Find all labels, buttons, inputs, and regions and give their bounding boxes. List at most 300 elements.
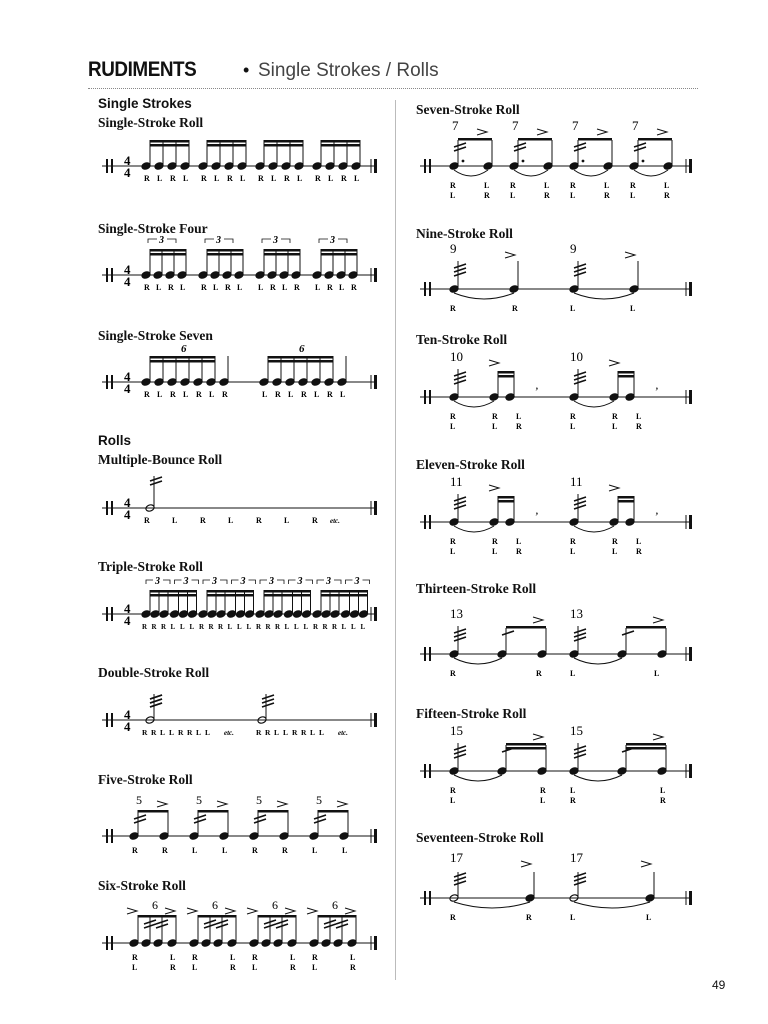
sticking-label-lower: L [312,963,318,972]
accent-mark [345,908,355,914]
tuplet-bracket [277,580,284,584]
sticking-label: R [142,623,148,631]
sticking-label: L [328,174,334,183]
notehead [201,939,211,948]
notehead [189,939,199,948]
notehead [284,610,294,619]
notehead [237,162,247,171]
sticking-label: R [170,390,176,399]
tremolo-slash [574,637,586,641]
notehead [311,378,321,387]
notehead [645,894,655,903]
dot [462,160,465,163]
example-title: Seventeen-Stroke Roll [416,830,544,845]
note-beam [150,360,215,363]
notehead [338,162,348,171]
sticking-label: L [170,623,176,631]
notehead [267,271,277,280]
tuplet-bracket [224,239,233,243]
tremolo-slash [574,754,586,758]
sticking-label: L [262,390,268,399]
sticking-label: R [132,846,138,855]
note-beam [506,743,546,746]
note-beam [618,371,634,374]
tuplet-number: 6 [212,898,218,912]
example-title: Thirteen-Stroke Roll [416,581,537,596]
tuplet-number: 3 [297,576,303,587]
clef-bar [111,607,113,621]
sticking-label: L [294,623,299,631]
note-beam [258,915,296,918]
tremolo-slash [262,695,274,699]
note-beam [138,810,168,813]
sticking-label: R [630,181,636,190]
note-beam [268,360,333,363]
accent-mark [597,129,607,135]
sticking-label: L [570,669,576,678]
notehead [180,378,190,387]
drum-staff [420,716,692,806]
sticking-label: R [570,537,576,546]
note-beam [258,810,288,813]
notehead [255,162,265,171]
tuplet-bracket [203,580,210,584]
example-title: Five-Stroke Roll [98,772,193,787]
time-signature-top: 4 [124,153,131,168]
sticking-label: L [180,623,185,631]
sticking-label: R [132,953,138,962]
tie-slur [454,658,502,664]
eighth-rest: ’ [654,384,658,398]
notehead [505,518,515,527]
note-beam [321,253,357,256]
note-beam [150,249,186,252]
notehead [625,393,635,402]
sticking-label-lower: L [450,191,456,200]
tremolo-slash [454,505,466,509]
notehead [255,610,265,619]
drum-staff [102,327,377,417]
tremolo-slash [514,143,526,147]
sticking-label: L [314,390,320,399]
notehead [569,285,579,294]
sticking-label: L [339,283,345,292]
sticking-label: L [222,846,228,855]
notehead [211,162,221,171]
tremolo-slash [150,699,162,703]
tie-slur [574,170,608,176]
note-beam [198,810,228,813]
sticking-label: L [297,174,303,183]
sticking-label: L [664,181,670,190]
sticking-label: R [322,623,328,631]
sticking-label: L [227,623,233,631]
note-beam [498,496,514,499]
clef-bar [106,159,108,173]
notehead [629,162,639,171]
clef-bar [424,159,426,173]
tremolo-slash [134,815,146,819]
note-beam [207,249,243,252]
example-title: Double-Stroke Roll [98,665,210,680]
notehead [279,832,289,841]
tremolo-slash [150,481,162,485]
notehead [234,271,244,280]
tie-slur [574,658,622,664]
notehead [219,378,229,387]
sticking-label: L [654,669,660,678]
etc-label: etc. [330,517,340,525]
clef-bar [429,515,431,529]
note-beam [264,249,300,252]
tremolo-slash [454,372,466,376]
final-barline-thick [374,268,377,282]
tuplet-bracket [148,239,157,243]
stroke-count: 7 [452,118,459,133]
notehead [449,650,459,659]
sticking-label-lower: L [630,191,636,200]
tuplet-number: 3 [183,576,189,587]
tremolo-slash [454,746,466,750]
clef-bar [111,375,113,389]
tremolo-slash [454,143,466,147]
sticking-label-lower: R [604,191,610,200]
drum-staff [102,665,377,755]
notehead [302,610,312,619]
tuplet-number: 6 [332,898,338,912]
tremolo-slash [454,501,466,505]
notehead [129,939,139,948]
sticking-label-lower: L [492,422,498,431]
stroke-count: 10 [570,349,583,364]
sticking-label: L [354,174,360,183]
notehead [245,610,255,619]
notehead [449,162,459,171]
sticking-label: L [205,728,211,737]
final-barline-thick [374,159,377,173]
sticking-label: R [570,181,576,190]
tremolo-slash [454,376,466,380]
sticking-label: L [209,390,215,399]
sticking-label-lower: L [612,422,618,431]
notehead [569,518,579,527]
clef-bar [429,282,431,296]
sticking-label-lower: L [192,963,198,972]
sticking-label: R [341,174,347,183]
clef-bar [424,647,426,661]
clef-bar [106,607,108,621]
notehead [569,650,579,659]
section-heading-single-strokes: Single Strokes [98,96,192,111]
notehead [509,285,519,294]
notehead [359,610,369,619]
sticking-label-lower: L [450,547,456,556]
tremolo-slash [574,633,586,637]
sticking-label: L [350,953,356,962]
notehead [509,162,519,171]
sticking-label-lower: L [450,422,456,431]
sticking-label: R [275,390,281,399]
stroke-count: 15 [450,723,463,738]
final-barline-thick [689,647,692,661]
drum-staff [102,888,377,978]
final-barline-thick [374,713,377,727]
sticking-label: R [570,412,576,421]
tie-slur [454,293,514,299]
notehead [629,285,639,294]
notehead [273,610,283,619]
sticking-label: R [151,728,157,737]
note-beam [321,590,368,593]
tremolo-slash [454,637,466,641]
tremolo-slash [150,477,162,481]
tremolo-slash [574,264,586,268]
tremolo-slash [574,380,586,384]
note-beam [264,594,311,597]
sticking-label: R [332,623,338,631]
note-beam [207,594,254,597]
sticking-label-lower: L [510,191,516,200]
clef-bar [424,891,426,905]
tremolo-slash [574,501,586,505]
sticking-label-lower: R [350,963,356,972]
notehead [339,832,349,841]
tuplet-bracket [192,580,199,584]
example-title: Single-Stroke Four [98,221,208,236]
note-beam [618,375,634,378]
tuplet-number: 3 [269,576,274,587]
tuplet-bracket [260,580,267,584]
sticking-label: R [450,412,456,421]
sticking-label: R [313,623,319,631]
tremolo-slash [254,815,266,819]
note-beam [207,144,246,147]
note-beam [268,356,333,359]
tie-slur [574,293,634,299]
notehead [249,939,259,948]
sticking-label: L [310,728,316,737]
clef-bar [111,159,113,173]
sticking-label: R [450,537,456,546]
time-signature-bottom: 4 [124,507,131,522]
notehead [153,939,163,948]
tremolo-slash [514,147,526,151]
clef-bar [106,829,108,843]
notehead [207,610,217,619]
example-title: Fifteen-Stroke Roll [416,706,527,721]
notehead [213,939,223,948]
note-beam [150,253,186,256]
accent-mark [609,360,619,366]
sticking-label-lower: R [636,422,642,431]
clef-bar [106,268,108,282]
final-barline-thick [689,515,692,529]
note-beam [150,140,189,143]
sticking-label: L [570,304,576,313]
notehead [198,610,208,619]
sticking-label: L [312,846,318,855]
sticking-label: R [200,516,206,525]
tremolo-slash [574,272,586,276]
notehead [154,378,164,387]
tremolo-slash [574,746,586,750]
tremolo-slash [574,750,586,754]
notehead [167,378,177,387]
sticking-label: L [228,516,234,525]
sticking-label: R [450,913,456,922]
tremolo-slash [454,750,466,754]
tuplet-bracket [334,580,341,584]
sticking-label: L [484,181,490,190]
tuplet-bracket [146,580,153,584]
tremolo-slash [194,815,206,819]
accent-mark [489,485,499,491]
notehead [609,393,619,402]
notehead [609,518,619,527]
note-beam [138,915,176,918]
sticking-label: R [170,174,176,183]
clef-bar [111,713,113,727]
notehead [273,939,283,948]
sticking-label: R [227,174,233,183]
clef-bar [429,390,431,404]
clef-bar [424,764,426,778]
sticking-label: L [636,412,642,421]
sticking-label: L [341,623,347,631]
tremolo-slash [574,372,586,376]
sticking-label: R [168,283,174,292]
example-title: Nine-Stroke Roll [416,226,513,241]
sticking-label: R [187,728,193,737]
header-title: RUDIMENTS [88,58,197,81]
notehead [129,832,139,841]
sticking-label: R [327,283,333,292]
sticking-label: L [213,283,219,292]
clef-bar [106,936,108,950]
clef-bar [429,159,431,173]
time-signature-bottom: 4 [124,381,131,396]
sticking-label: L [630,304,636,313]
sticking-label: L [237,623,242,631]
notehead [268,162,278,171]
sticking-label: L [290,953,296,962]
sticking-label: R [201,283,207,292]
note-beam [626,743,666,746]
notehead [188,610,198,619]
notehead [141,378,151,387]
accent-mark [657,129,667,135]
note-beam [498,500,514,503]
notehead [569,393,579,402]
tie-slur [454,401,494,407]
sticking-label-lower: L [570,422,576,431]
note-beam [506,626,546,629]
tuplet-bracket [167,239,176,243]
sticking-label-lower: R [516,547,522,556]
sticking-label: L [283,728,289,737]
sticking-label: L [214,174,220,183]
accent-mark [217,801,227,807]
tremolo-slash [574,873,586,877]
clef-bar [106,375,108,389]
sticking-label: L [183,390,189,399]
tuplet-bracket [289,580,296,584]
sticking-label: R [351,283,357,292]
stroke-count: 5 [136,793,142,807]
sticking-label: L [189,623,195,631]
accent-mark [489,360,499,366]
accent-mark [225,908,235,914]
sticking-label-lower: L [570,547,576,556]
sticking-label: R [144,516,150,525]
page-number: 49 [712,978,726,992]
dot [642,160,645,163]
tie-slur [454,170,488,176]
notehead [189,832,199,841]
notehead [505,393,515,402]
notehead [324,378,334,387]
tuplet-number: 3 [240,576,246,587]
notehead [227,610,237,619]
sticking-label: R [301,728,307,737]
notehead [224,162,234,171]
sticking-label: L [240,174,246,183]
tuplet-bracket [249,580,256,584]
notehead [569,162,579,171]
etc-label: etc. [224,729,234,737]
stroke-count: 11 [450,474,463,489]
drum-staff [420,111,692,201]
clef-bar [424,282,426,296]
tremolo-slash [634,143,646,147]
clef-bar [111,501,113,515]
tuplet-number: 6 [299,343,305,355]
sticking-label: L [282,283,288,292]
notehead [198,162,208,171]
accent-mark [285,908,295,914]
accent-mark [127,908,137,914]
notehead [348,271,358,280]
sticking-label: R [540,786,546,795]
example-title: Seven-Stroke Roll [416,102,520,117]
sticking-label: L [196,728,202,737]
notehead [336,271,346,280]
accent-mark [537,129,547,135]
tuplet-bracket [346,580,353,584]
notehead [350,610,360,619]
tremolo-slash [194,819,206,823]
sticking-label: R [222,390,228,399]
tuplet-number: 3 [155,576,160,587]
sticking-label: R [312,953,318,962]
sticking-label-lower: R [636,547,642,556]
sticking-label: R [492,537,498,546]
tremolo-slash [574,877,586,881]
notehead [259,378,269,387]
notehead [219,832,229,841]
note-beam [207,590,254,593]
tuplet-number: 3 [326,576,331,587]
sticking-label: R [510,181,516,190]
sticking-label: R [301,390,307,399]
tuplet-bracket [220,580,227,584]
notehead [287,939,297,948]
sticking-label: L [636,537,642,546]
drum-staff [102,559,377,649]
notehead [165,271,175,280]
tuplet-bracket [319,239,328,243]
notehead [150,610,160,619]
